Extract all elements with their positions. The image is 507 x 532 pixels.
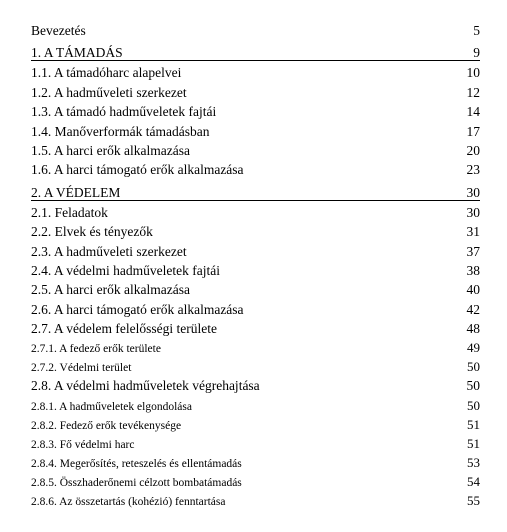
toc-entry-page: 30 [466,204,480,220]
toc-chapter-title: 1. A TÁMADÁS [31,45,123,61]
toc-subentry-page: 51 [467,416,480,432]
toc-entry [31,63,480,82]
toc-subentry [31,472,480,491]
toc-entry-title: 2.3. A hadműveleti szerkezet [31,243,187,259]
toc-entry [31,122,480,141]
toc-subentry [31,453,480,472]
toc-entry-title: 2.4. A védelmi hadműveletek fajtái [31,262,220,278]
toc-chapter-page: 9 [473,45,480,61]
toc-subentry-page: 49 [467,340,480,356]
toc-subentry-title: 2.8.2. Fedező erők tevékenysége [31,419,182,432]
toc-subentry [31,415,480,434]
toc-entry-page: 42 [466,301,480,317]
toc-subentry-title: 2.8.4. Megerősítés, reteszelés és ellentámadás [31,457,242,470]
toc-entry-page: 12 [466,84,480,100]
toc-chapter-title: 2. A VÉDELEM [31,184,121,200]
toc-subentry [31,338,480,357]
toc-subentry-page: 51 [467,435,480,451]
toc-subentry-page: 54 [467,473,480,489]
toc-entry [31,102,480,121]
toc-subentry [31,491,480,510]
toc-subentry-page: 50 [467,397,480,413]
toc-entry-page: 14 [466,104,480,120]
toc-entry [31,319,480,338]
toc-entry-page: 50 [466,378,480,394]
toc-subentry-page: 55 [467,492,480,508]
toc-entry-title: 2.6. A harci támogató erők alkalmazása [31,301,244,317]
toc-entry-title: 1.6. A harci támogató erők alkalmazása [31,162,244,178]
toc-entry-page: 37 [466,243,480,259]
toc-entry [31,242,480,261]
toc-subentry-title: 2.8.5. Összhaderőnemi célzott bombatámadás [31,476,242,489]
toc-entry-page: 10 [466,65,480,81]
toc-entry [31,261,480,280]
toc-entry-title: Bevezetés [31,23,86,38]
toc-entry-page: 23 [466,162,480,178]
toc-entry-page: 20 [466,142,480,158]
toc-entry-page: 38 [466,262,480,278]
toc-entry-title: 2.5. A harci erők alkalmazása [31,282,190,298]
table-of-contents [31,21,480,510]
toc-entry-title: 1.4. Manőverformák támadásban [31,123,210,139]
toc-entry-title: 1.1. A támadóharc alapelvei [31,65,182,81]
toc-entry-page: 31 [466,224,480,240]
toc-entry-title: 2.7. A védelem felelősségi területe [31,321,217,337]
toc-entry-title: 2.2. Elvek és tényezők [31,224,153,240]
toc-entry-title: 1.3. A támadó hadműveletek fajtái [31,104,217,120]
toc-entry [31,160,480,179]
toc-entry [31,83,480,102]
toc-entry-title: 1.5. A harci erők alkalmazása [31,142,190,158]
toc-entry [31,203,480,222]
toc-subentry [31,434,480,453]
toc-chapter-page: 30 [466,184,480,200]
toc-entry [31,141,480,160]
toc-subentry-title: 2.8.3. Fő védelmi harc [31,438,135,451]
toc-entry [31,376,480,395]
toc-entry-page: 17 [466,123,480,139]
toc-chapter-heading [31,43,480,63]
toc-entry-title: 2.8. A védelmi hadműveletek végrehajtása [31,378,260,394]
toc-entry-title: 2.1. Feladatok [31,204,108,220]
toc-entry-title: 1.2. A hadműveleti szerkezet [31,84,187,100]
toc-entry-page: 40 [466,282,480,298]
toc-subentry-title: 2.8.1. A hadműveletek elgondolása [31,400,192,413]
toc-subentry-page: 53 [467,454,480,470]
toc-subentry-page: 50 [467,359,480,375]
toc-subentry-title: 2.7.1. A fedező erők területe [31,343,161,356]
toc-entry [31,222,480,241]
toc-subentry [31,396,480,415]
toc-chapter-heading [31,183,480,203]
toc-subentry [31,357,480,376]
toc-entry-page: 5 [473,23,480,38]
toc-entry [31,300,480,319]
toc-entry [31,21,480,40]
toc-subentry-title: 2.7.2. Védelmi terület [31,362,132,375]
toc-entry-page: 48 [466,321,480,337]
toc-subentry-title: 2.8.6. Az összetartás (kohézió) fenntartása [31,495,226,508]
toc-entry [31,280,480,299]
